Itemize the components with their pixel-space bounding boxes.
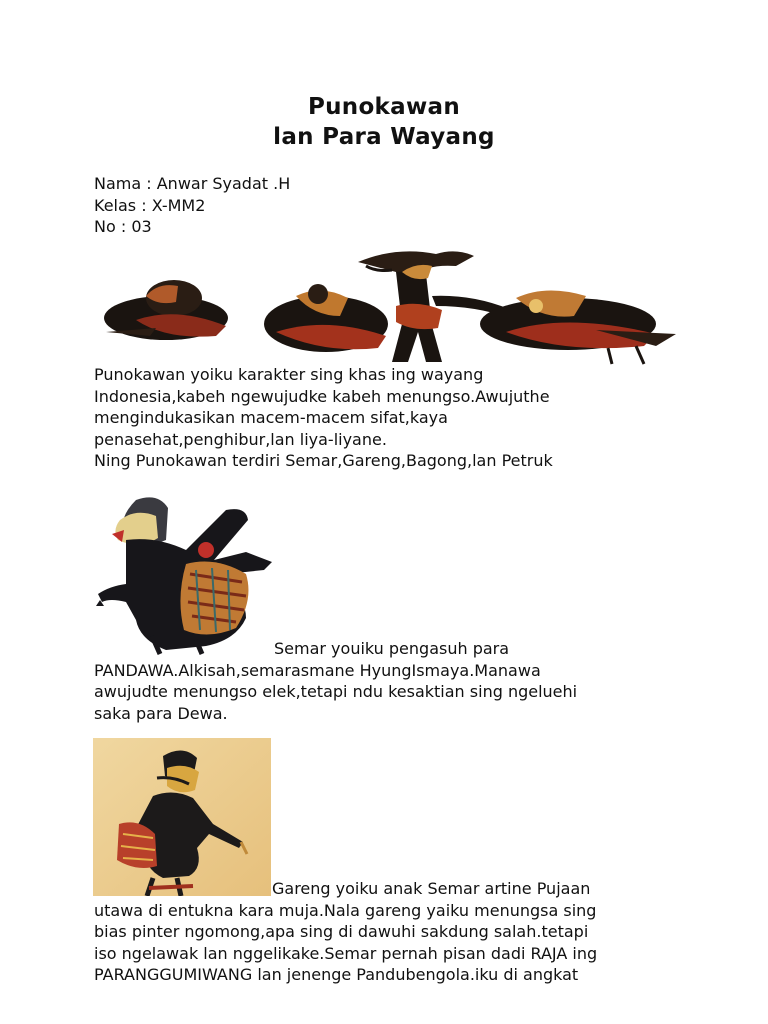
text-line: mengindukasikan macem-macem sifat,kaya xyxy=(94,408,448,427)
text-line: Ning Punokawan terdiri Semar,Gareng,Bagong,lan Petruk xyxy=(94,451,553,470)
gareng-image xyxy=(93,738,271,896)
text-line: awujudte menungso elek,tetapi ndu kesaktian sing ngeluehi xyxy=(94,682,578,701)
class-info: Kelas : X-MM2 xyxy=(94,195,206,215)
intro-paragraph xyxy=(94,364,684,472)
student-info xyxy=(94,173,290,238)
text-line: PARANGGUMIWANG lan jenenge Pandubengola.iku di angkat xyxy=(94,965,579,984)
text-line: Punokawan yoiku karakter sing khas ing wayang xyxy=(94,365,484,384)
text-line: penasehat,penghibur,lan liya-liyane. xyxy=(94,429,387,449)
punokawan-group-image xyxy=(96,236,680,366)
text-line: bias pinter ngomong,apa sing di dawuhi sakdung salah.tetapi xyxy=(94,922,589,941)
text-line: iso ngelawak lan nggelikake.Semar pernah pisan dadi RAJA ing xyxy=(94,943,598,963)
number-info: No : 03 xyxy=(94,217,152,236)
author-name: Nama : Anwar Syadat .H xyxy=(94,174,291,193)
text-line: saka para Dewa. xyxy=(94,703,228,723)
text-line: PANDAWA.Alkisah,semarasmane HyungIsmaya.Manawa xyxy=(94,660,541,680)
text-line: Semar youiku pengasuh para xyxy=(274,639,510,658)
title-line-1: Punokawan xyxy=(307,94,461,120)
document-title xyxy=(0,92,768,152)
semar-paragraph xyxy=(94,638,684,724)
text-line: utawa di entukna kara muja.Nala gareng yaiku menungsa sing xyxy=(94,900,597,920)
gareng-paragraph xyxy=(94,878,684,986)
text-line: Gareng yoiku anak Semar artine Pujaan xyxy=(272,879,591,898)
semar-image xyxy=(96,490,276,655)
title-line-2: lan Para Wayang xyxy=(273,124,495,150)
text-line: Indonesia,kabeh ngewujudke kabeh menungso.Awujuthe xyxy=(94,386,550,406)
